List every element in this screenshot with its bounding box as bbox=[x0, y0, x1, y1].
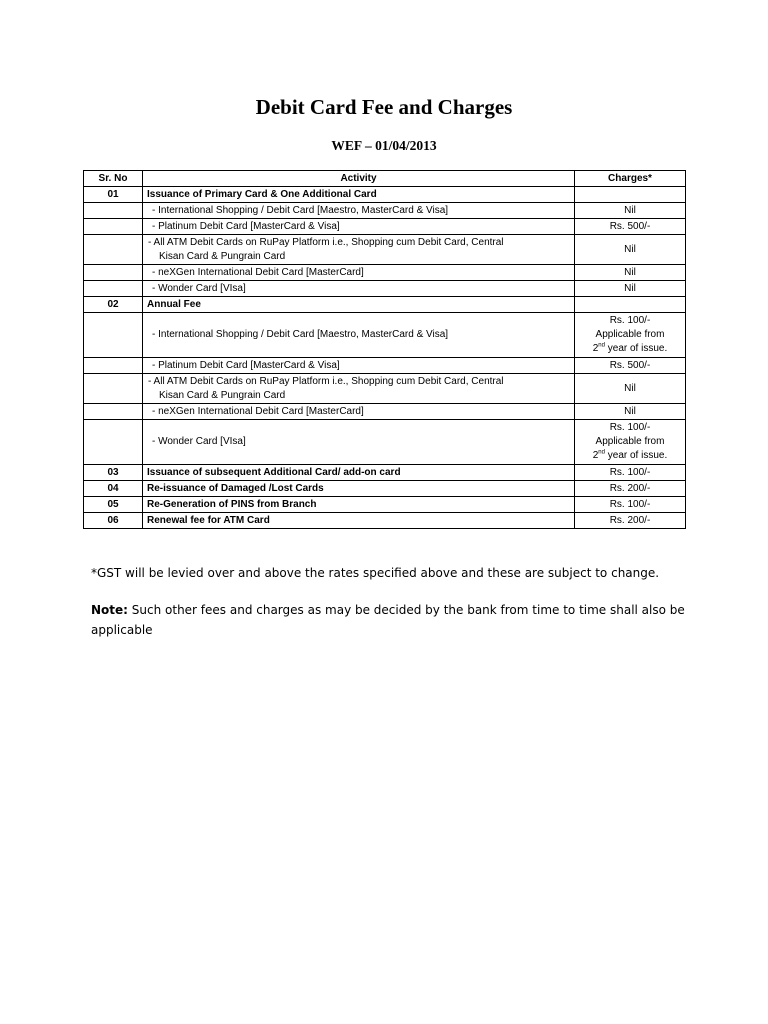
activity-cell: - Platinum Debit Card [MasterCard & Visa] bbox=[143, 219, 575, 235]
sr-no-cell bbox=[84, 235, 143, 265]
note-paragraph bbox=[91, 601, 691, 640]
table-header-row bbox=[84, 171, 686, 187]
sr-no-cell: 03 bbox=[84, 465, 143, 481]
table-row bbox=[84, 281, 686, 297]
table-row bbox=[84, 481, 686, 497]
charges-cell: Rs. 100/- bbox=[575, 465, 686, 481]
table-row bbox=[84, 203, 686, 219]
table-row bbox=[84, 497, 686, 513]
activity-cell: - Platinum Debit Card [MasterCard & Visa] bbox=[143, 358, 575, 374]
charges-cell: Nil bbox=[575, 203, 686, 219]
header-charges: Charges* bbox=[575, 171, 686, 187]
charges-cell: Rs. 200/- bbox=[575, 513, 686, 529]
table-row bbox=[84, 465, 686, 481]
activity-text: - All ATM Debit Cards on RuPay Platform i.e., Shopping cum Debit Card, Central bbox=[148, 236, 504, 248]
activity-cell: - Wonder Card [VIsa] bbox=[143, 420, 575, 465]
charges-cell bbox=[575, 297, 686, 313]
activity-text: - All ATM Debit Cards on RuPay Platform i.e., Shopping cum Debit Card, Central bbox=[148, 375, 504, 387]
sr-no-cell: 01 bbox=[84, 187, 143, 203]
sr-no-cell: 05 bbox=[84, 497, 143, 513]
table-row bbox=[84, 313, 686, 358]
activity-continuation: Kisan Card & Pungrain Card bbox=[159, 389, 286, 401]
charge-condition: Applicable from bbox=[595, 329, 665, 340]
table-row bbox=[84, 297, 686, 313]
charges-cell: Rs. 200/- bbox=[575, 481, 686, 497]
activity-cell: - neXGen International Debit Card [MasterCard] bbox=[143, 265, 575, 281]
activity-cell: - Wonder Card [VIsa] bbox=[143, 281, 575, 297]
activity-cell: - International Shopping / Debit Card [Maestro, MasterCard & Visa] bbox=[143, 203, 575, 219]
activity-cell: Renewal fee for ATM Card bbox=[143, 513, 575, 529]
sr-no-cell: 04 bbox=[84, 481, 143, 497]
sr-no-cell bbox=[84, 203, 143, 219]
table-row bbox=[84, 265, 686, 281]
effective-date: WEF – 01/04/2013 bbox=[331, 138, 437, 153]
table-row bbox=[84, 404, 686, 420]
charge-amount: Rs. 100/- bbox=[609, 315, 651, 326]
sr-no-cell bbox=[84, 420, 143, 465]
note-label: Note: bbox=[91, 603, 128, 617]
table-row bbox=[84, 374, 686, 404]
table-row bbox=[84, 513, 686, 529]
charge-condition: Applicable from bbox=[595, 436, 665, 447]
activity-cell: Issuance of Primary Card & One Additional Card bbox=[143, 187, 575, 203]
charges-cell: Rs. 500/- bbox=[575, 358, 686, 374]
charges-cell: Nil bbox=[575, 281, 686, 297]
activity-cell: - International Shopping / Debit Card [Maestro, MasterCard & Visa] bbox=[143, 313, 575, 358]
activity-cell: Issuance of subsequent Additional Card/ add-on card bbox=[143, 465, 575, 481]
charges-cell: Nil bbox=[575, 374, 686, 404]
sr-no-cell bbox=[84, 281, 143, 297]
header-activity: Activity bbox=[143, 171, 575, 187]
note-text: Such other fees and charges as may be decided by the bank from time to time shall also be applicable bbox=[91, 603, 685, 637]
charge-condition-year: 2nd year of issue. bbox=[592, 449, 668, 461]
charges-cell bbox=[575, 187, 686, 203]
sr-no-cell bbox=[84, 219, 143, 235]
sr-no-cell: 06 bbox=[84, 513, 143, 529]
table-row bbox=[84, 235, 686, 265]
header-sr-no: Sr. No bbox=[84, 171, 143, 187]
activity-cell: Annual Fee bbox=[143, 297, 575, 313]
charges-cell: Nil bbox=[575, 235, 686, 265]
table-row bbox=[84, 187, 686, 203]
charge-amount: Rs. 100/- bbox=[609, 422, 651, 433]
fee-table bbox=[83, 170, 686, 529]
table-row bbox=[84, 219, 686, 235]
charges-cell: Nil bbox=[575, 404, 686, 420]
sr-no-cell bbox=[84, 404, 143, 420]
charges-cell: Nil bbox=[575, 265, 686, 281]
gst-footnote: *GST will be levied over and above the rates specified above and these are subject to change. bbox=[91, 566, 660, 580]
charges-cell bbox=[575, 420, 686, 465]
charges-cell: Rs. 100/- bbox=[575, 497, 686, 513]
table-row bbox=[84, 358, 686, 374]
sr-no-cell bbox=[84, 265, 143, 281]
activity-cell bbox=[143, 374, 575, 404]
activity-cell: - neXGen International Debit Card [MasterCard] bbox=[143, 404, 575, 420]
activity-cell bbox=[143, 235, 575, 265]
charges-cell bbox=[575, 313, 686, 358]
sr-no-cell bbox=[84, 374, 143, 404]
sr-no-cell bbox=[84, 358, 143, 374]
charge-condition-year: 2nd year of issue. bbox=[592, 342, 668, 354]
activity-cell: Re-Generation of PINS from Branch bbox=[143, 497, 575, 513]
page-title: Debit Card Fee and Charges bbox=[255, 95, 513, 119]
charges-cell: Rs. 500/- bbox=[575, 219, 686, 235]
activity-continuation: Kisan Card & Pungrain Card bbox=[159, 250, 286, 262]
sr-no-cell bbox=[84, 313, 143, 358]
table-row bbox=[84, 420, 686, 465]
activity-cell: Re-issuance of Damaged /Lost Cards bbox=[143, 481, 575, 497]
sr-no-cell: 02 bbox=[84, 297, 143, 313]
